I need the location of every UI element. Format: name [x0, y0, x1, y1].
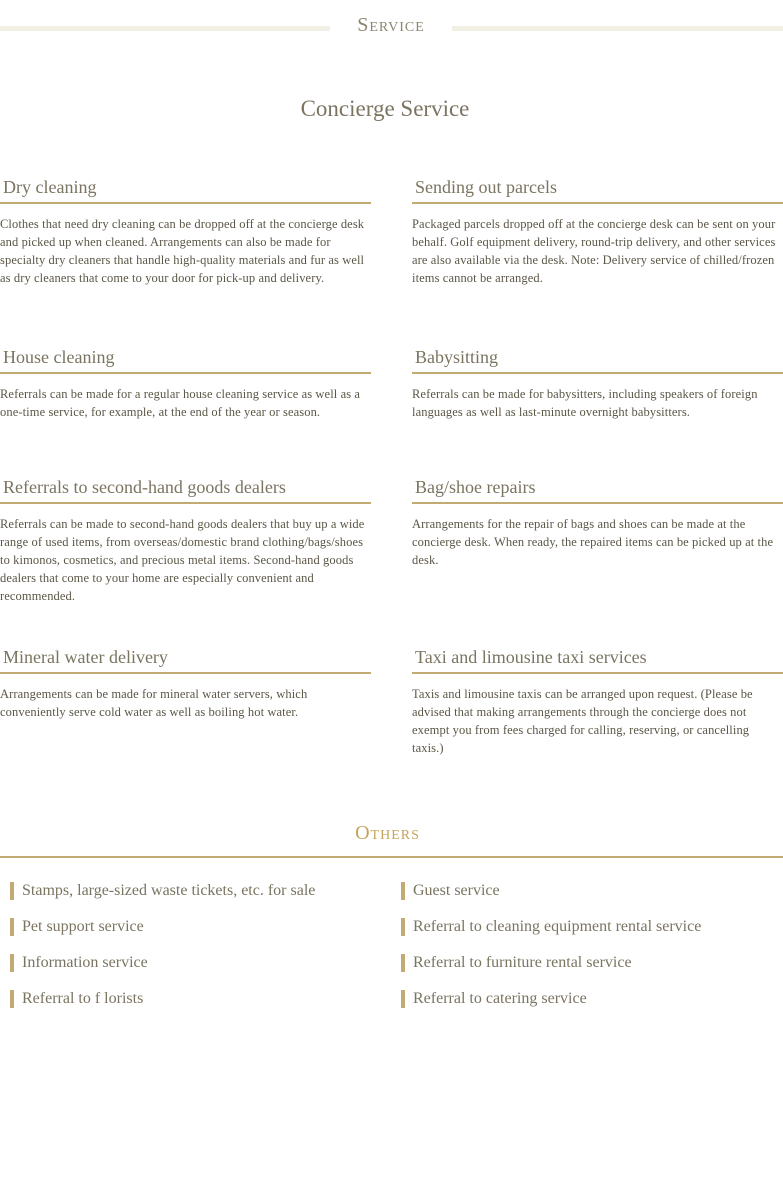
service-title: House cleaning [0, 346, 371, 374]
others-item [401, 952, 781, 988]
bullet-bar-icon [10, 990, 14, 1008]
service-description: Arrangements can be made for mineral water servers, which conveniently serve cold water as well as boiling hot water. [0, 687, 308, 719]
service-bag-shoe-repairs [412, 476, 783, 569]
others-item [401, 916, 781, 952]
service-description: Clothes that need dry cleaning can be dropped off at the concierge desk and picked up when cleaned. Arrangements can also be made for specialty dry cleaners that handle high-quality materials and fur as well as dry cleaners that come to your door for pick-up and delivery. [0, 217, 365, 285]
others-divider [0, 856, 783, 858]
service-description: Referrals can be made to second-hand goods dealers that buy up a wide range of used items, from overseas/domestic brand clothing/bags/shoes to kimonos, cosmetics, and precious metal items. Second-hand goods dealers that come to your home are especially convenient and recommended. [0, 517, 365, 603]
service-description: Referrals can be made for babysitters, including speakers of foreign languages as well as last-minute overnight babysitters. [412, 387, 758, 419]
bullet-bar-icon [401, 882, 405, 900]
others-item-label: Referral to f lorists [22, 990, 144, 1007]
section-label: Service [357, 14, 425, 36]
service-babysitting [412, 346, 783, 421]
service-title: Bag/shoe repairs [412, 476, 783, 504]
service-title: Mineral water delivery [0, 646, 371, 674]
service-title: Referrals to second-hand goods dealers [0, 476, 371, 504]
bullet-bar-icon [401, 918, 405, 936]
bullet-bar-icon [401, 990, 405, 1008]
bullet-bar-icon [10, 882, 14, 900]
others-item [401, 988, 781, 1024]
service-title: Dry cleaning [0, 176, 371, 204]
others-item [10, 952, 385, 988]
service-title: Sending out parcels [412, 176, 783, 204]
others-item-label: Referral to cleaning equipment rental service [413, 918, 702, 935]
others-list-right [401, 880, 781, 1024]
others-item-label: Pet support service [22, 918, 144, 935]
service-dry-cleaning [0, 176, 371, 287]
header-rule-right [452, 26, 783, 31]
service-taxi-limousine [412, 646, 783, 757]
page-title: Concierge Service [300, 96, 470, 121]
others-item [10, 880, 385, 916]
service-title: Taxi and limousine taxi services [412, 646, 783, 674]
service-description: Referrals can be made for a regular house cleaning service as well as a one-time service, for example, at the end of the year or season. [0, 387, 361, 419]
others-item [10, 988, 385, 1024]
bullet-bar-icon [401, 954, 405, 972]
service-section-header [0, 14, 783, 44]
others-item-label: Stamps, large-sized waste tickets, etc. for sale [22, 882, 316, 899]
service-description: Packaged parcels dropped off at the concierge desk can be sent on your behalf. Golf equipment delivery, round-trip delivery, and other services are also available via the desk. Note: Delivery service of chilled/frozen items cannot be arranged. [412, 217, 776, 285]
service-house-cleaning [0, 346, 371, 421]
service-description: Taxis and limousine taxis can be arranged upon request. (Please be advised that making arrangements through the concierge does not exempt you from fees charged for calling, reserving, or cancelling taxis.) [412, 687, 753, 755]
others-item-label: Information service [22, 954, 148, 971]
bullet-bar-icon [10, 954, 14, 972]
others-item [10, 916, 385, 952]
header-rule-left [0, 26, 330, 31]
service-title: Babysitting [412, 346, 783, 374]
service-sending-parcels [412, 176, 783, 287]
others-item [401, 880, 781, 916]
others-item-label: Referral to catering service [413, 990, 587, 1007]
service-second-hand-dealers [0, 476, 371, 605]
others-title: Others [355, 822, 420, 844]
bullet-bar-icon [10, 918, 14, 936]
service-mineral-water [0, 646, 371, 721]
service-description: Arrangements for the repair of bags and shoes can be made at the concierge desk. When ready, the repaired items can be picked up at the desk. [412, 517, 774, 567]
others-item-label: Guest service [413, 882, 500, 899]
others-item-label: Referral to furniture rental service [413, 954, 632, 971]
others-list-left [10, 880, 385, 1024]
